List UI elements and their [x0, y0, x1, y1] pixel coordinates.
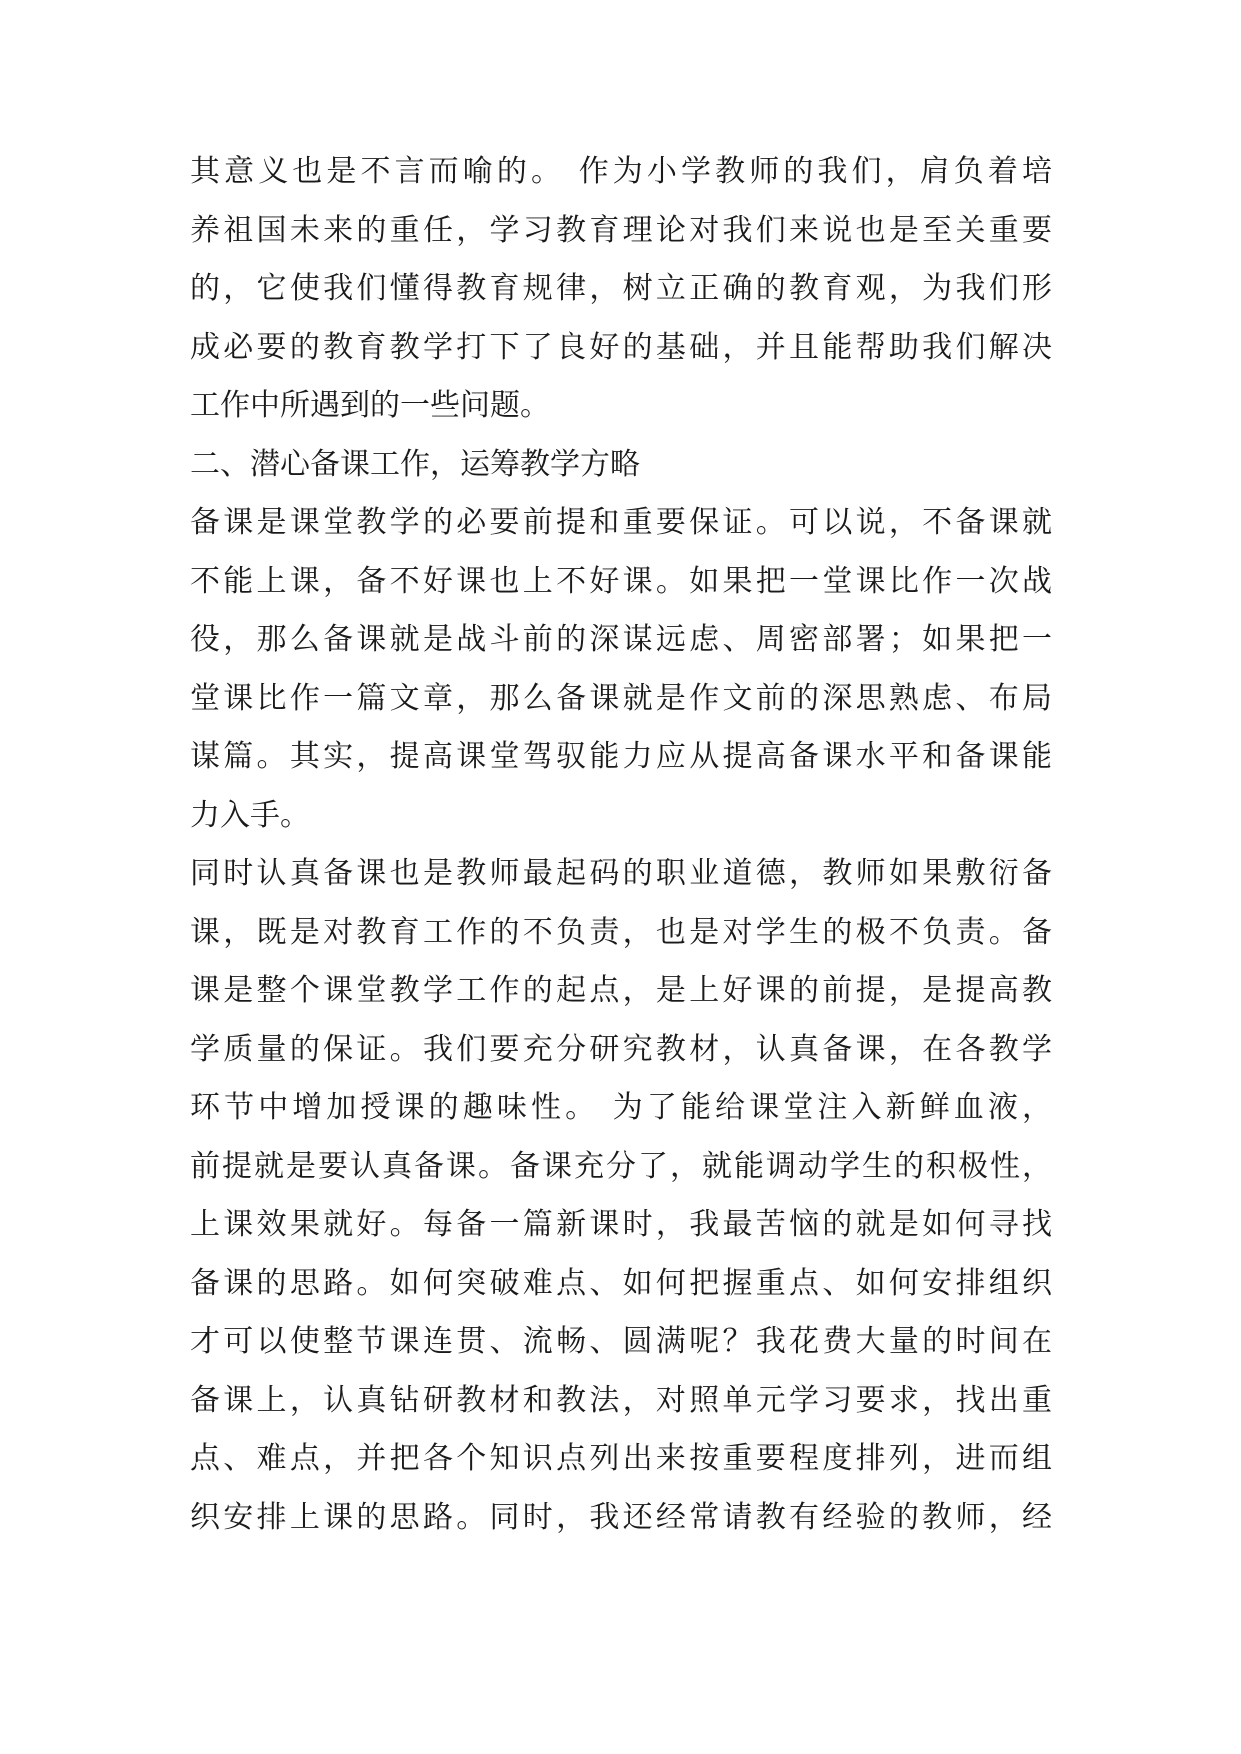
- text-line: 才可以使整节课连贯、流畅、圆满呢？我花费大量的时间在: [190, 1324, 1052, 1359]
- text-line: 环节中增加授课的趣味性。 为了能给课堂注入新鲜血液，: [190, 1090, 1052, 1125]
- text-line: 不能上课，备不好课也上不好课。如果把一堂课比作一次战: [190, 563, 1052, 599]
- text-line: 役，那么备课就是战斗前的深谋远虑、周密部署；如果把一: [190, 622, 1052, 657]
- text-line: 上课效果就好。每备一篇新课时，我最苦恼的就是如何寻找: [190, 1207, 1052, 1242]
- text-line: 课是整个课堂教学工作的起点，是上好课的前提，是提高教: [190, 973, 1052, 1008]
- text-line: 其意义也是不言而喻的。 作为小学教师的我们，肩负着培: [190, 154, 1052, 189]
- text-line: 工作中所遇到的一些问题。: [190, 388, 550, 423]
- text-line: 备课的思路。如何突破难点、如何把握重点、如何安排组织: [190, 1265, 1052, 1301]
- section-heading: 二、潜心备课工作，运筹教学方略: [190, 446, 640, 482]
- text-line: 谋篇。其实，提高课堂驾驭能力应从提高备课水平和备课能: [190, 739, 1052, 774]
- text-line: 力入手。: [190, 797, 310, 833]
- text-line: 织安排上课的思路。同时，我还经常请教有经验的教师，经: [190, 1499, 1052, 1535]
- text-line: 课，既是对教育工作的不负责，也是对学生的极不负责。备: [190, 914, 1052, 950]
- text-line: 养祖国未来的重任，学习教育理论对我们来说也是至关重要: [190, 212, 1052, 248]
- document-body: [190, 143, 1052, 1547]
- text-line: 备课是课堂教学的必要前提和重要保证。可以说，不备课就: [190, 505, 1052, 540]
- text-line: 成必要的教育教学打下了良好的基础，并且能帮助我们解决: [190, 329, 1052, 365]
- text-line: 学质量的保证。我们要充分研究教材，认真备课，在各教学: [190, 1031, 1052, 1067]
- text-line: 点、难点，并把各个知识点列出来按重要程度排列，进而组: [190, 1441, 1052, 1476]
- text-line: 的，它使我们懂得教育规律，树立正确的教育观，为我们形: [190, 271, 1052, 306]
- text-line: 前提就是要认真备课。备课充分了，就能调动学生的积极性，: [190, 1148, 1052, 1184]
- text-line: 同时认真备课也是教师最起码的职业道德，教师如果敷衍备: [190, 856, 1052, 891]
- text-line: 备课上，认真钻研教材和教法，对照单元学习要求，找出重: [190, 1382, 1052, 1418]
- text-line: 堂课比作一篇文章，那么备课就是作文前的深思熟虑、布局: [190, 680, 1052, 716]
